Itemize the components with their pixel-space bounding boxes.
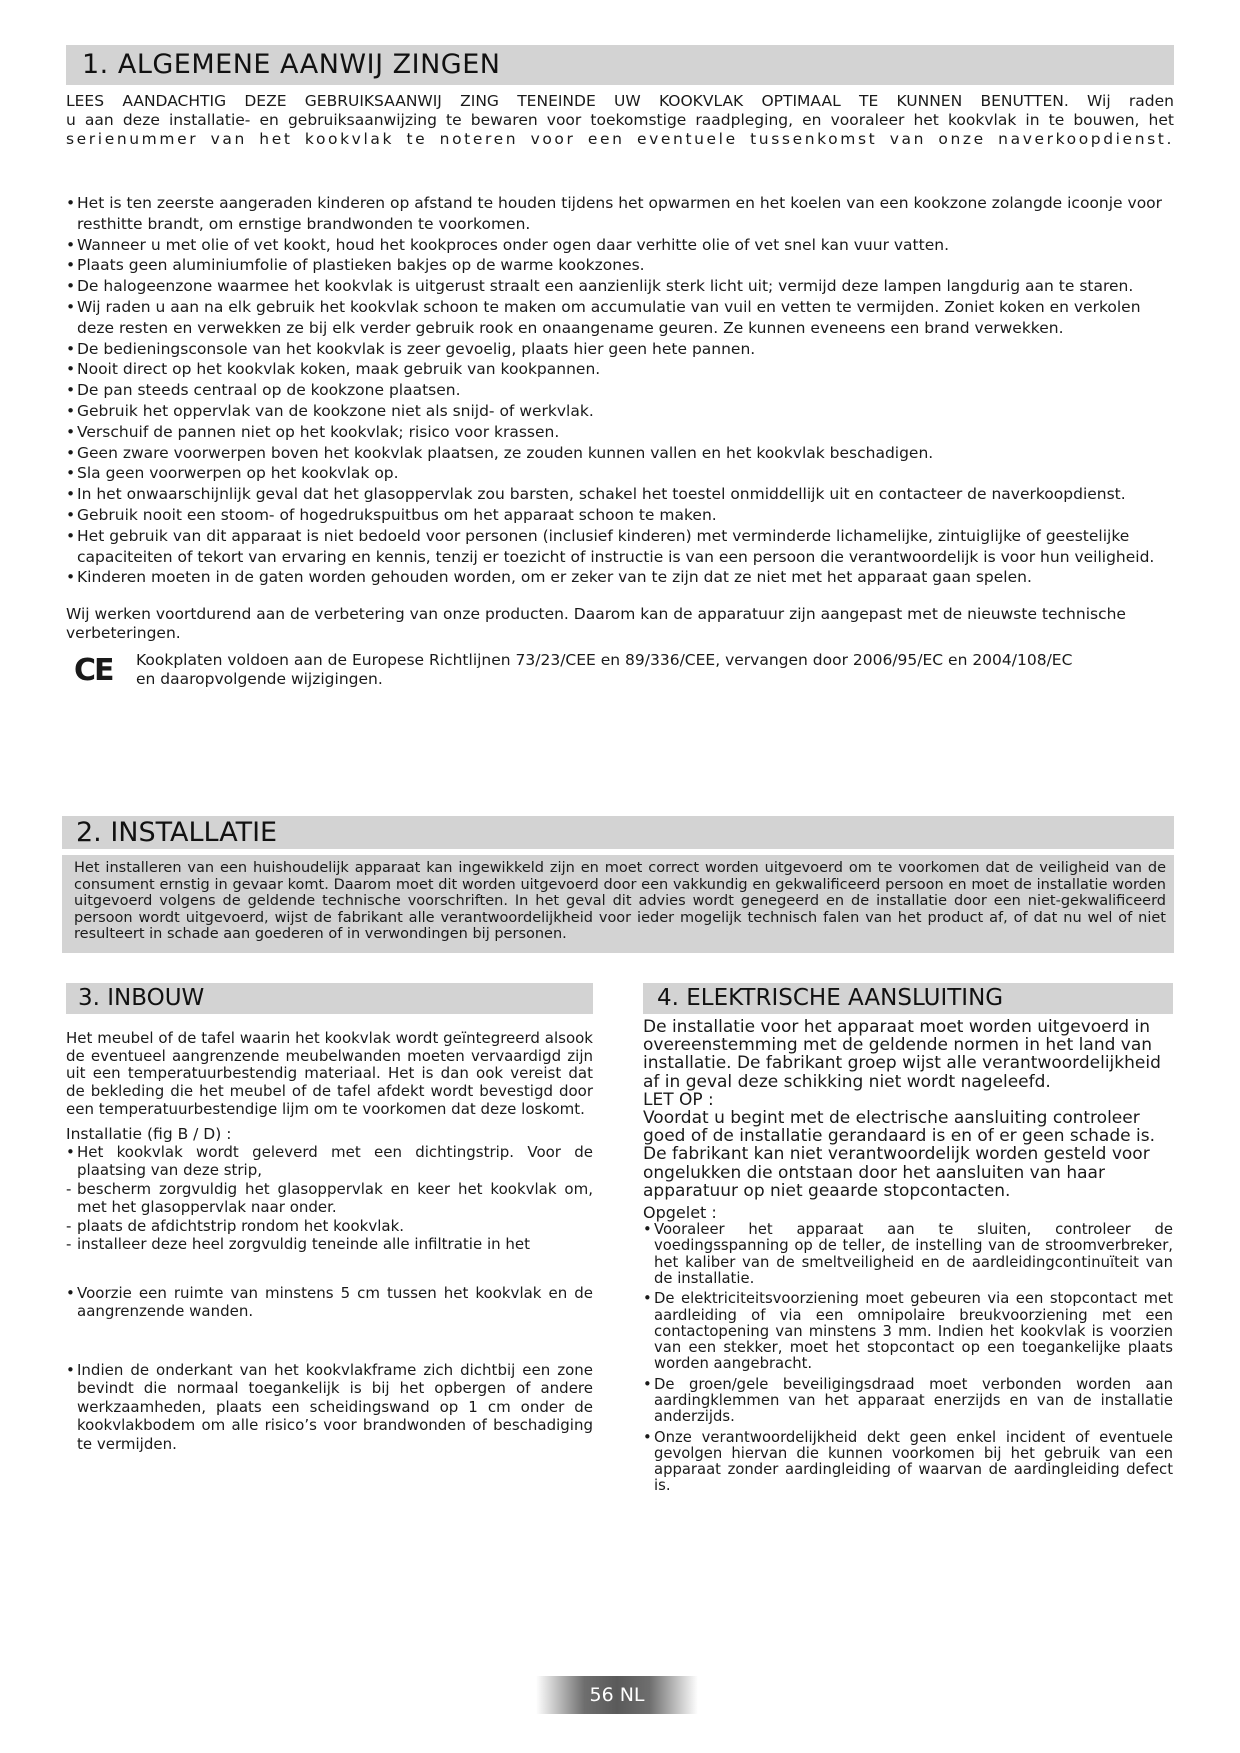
- section-4-title: 4. ELEKTRISCHE AANSLUITING: [643, 983, 1173, 1014]
- bullet-mark: •: [66, 505, 76, 524]
- bullet-mark: •: [66, 256, 76, 275]
- let-op-label: LET OP :: [643, 1089, 714, 1110]
- list-item: • Onze verantwoordelijkheid dekt geen enkel incident of eventuele gevolgen hiervan die kunnen voorkomen bij het gebruik van een apparaat zonder aardingleiding of waarvan de aardingleiding defect is.: [643, 1428, 1173, 1495]
- bullet-mark: •: [66, 297, 76, 316]
- list-item: • Plaats geen aluminiumfolie of plastieken bakjes op de warme kookzones.: [66, 256, 645, 275]
- improvement-note: Wij werken voortdurend aan de verbetering van onze producten. Daarom kan de apparatuur zijn aangepast met de nieuwste technische verbeteringen.: [66, 605, 1126, 643]
- list-item: • Geen zware voorwerpen boven het kookvlak plaatsen, ze zouden kunnen vallen en het kookvlak beschadigen.: [66, 443, 934, 462]
- list-item: • De halogeenzone waarmee het kookvlak is uitgerust straalt een aanzienlijk sterk licht uit; vermijd deze lampen langdurig aan te staren.: [66, 277, 1134, 296]
- intro-line-3: serienummer van het kookvlak te noteren voor een eventuele tussenkomst van onze naverkoopdienst.: [66, 130, 1174, 148]
- list-item: • De elektriciteitsvoorziening moet gebeuren via een stopcontact met aardleiding of via een omnipolaire breukvoorziening met een contactopening van minstens 3 mm. Indien het kookvlak is voorzien van een stekker, moet het stopcontact op een toegankelijke plaats worden aangebracht.: [643, 1290, 1173, 1373]
- bullet-mark: •: [66, 235, 76, 254]
- ce-compliance: [66, 651, 1174, 691]
- list-item: - bescherm zorgvuldig het glasoppervlak en keer het kookvlak om, met het glasoppervlak naar onder.: [66, 1179, 593, 1217]
- list-item: • De groen/gele beveiligingsdraad moet verbonden worden aan aardingklemmen van het apparaat enerzijds en van de installatie anderzijds.: [643, 1375, 1173, 1426]
- list-item: • Vooraleer het apparaat aan te sluiten, controleer de voedingsspanning op de teller, de instelling van de stroomverbreker, het kaliber van de smeltveiligheid en de aardleidingcontinuïteit van de installatie.: [643, 1221, 1173, 1287]
- list-item: • Het gebruik van dit apparaat is niet bedoeld voor personen (inclusief kinderen) met verminderde lichamelijke, zintuiglijke of geestelijke capaciteiten of tekort van ervaring en kennis, tenzij er toezicht of instructie is van een persoon die verantwoordelijk is voor hun veiligheid.: [66, 526, 1155, 566]
- list-item: • Kinderen moeten in de gaten worden gehouden worden, om er zeker van te zijn dat ze niet met het apparaat gaan spelen.: [66, 568, 1032, 587]
- list-item: - installeer deze heel zorgvuldig teneinde alle infiltratie in het: [66, 1235, 531, 1254]
- electrical-paragraph-1: De installatie voor het apparaat moet worden uitgevoerd in overeenstemming met de geldende normen in het land van installatie. De fabrikant groep wijst alle verantwoordelijkheid af in geval deze schikking niet wordt nageleefd.: [643, 1017, 1161, 1092]
- bullet-mark: •: [66, 464, 76, 483]
- list-item: • Het is ten zeerste aangeraden kinderen op afstand te houden tijdens het opwarmen en het koelen van een kookzone zolangde icoonje voor resthitte brandt, om ernstige brandwonden te voorkomen.: [66, 194, 1163, 233]
- electrical-list: [643, 1222, 1173, 1495]
- section-3-title: 3. INBOUW: [66, 983, 593, 1014]
- bullet-mark: •: [66, 381, 76, 400]
- bullet-mark: •: [66, 194, 76, 212]
- list-item: • Verschuif de pannen niet op het kookvlak; risico voor krassen.: [66, 422, 560, 441]
- bullet-mark: •: [66, 277, 76, 296]
- list-item: • Het kookvlak wordt geleverd met een dichtingstrip. Voor de plaatsing van deze strip,: [66, 1142, 593, 1180]
- list-item: • Wanneer u met olie of vet kookt, houd het kookproces onder ogen daar verhitte olie of vet snel kan vuur vatten.: [66, 235, 949, 254]
- install-steps: [66, 1143, 593, 1254]
- page-number: 56 NL: [536, 1676, 698, 1714]
- bullet-mark: •: [66, 568, 76, 587]
- bullet-mark: •: [66, 339, 76, 358]
- built-in-paragraph: Het meubel of de tafel waarin het kookvlak wordt geïntegreerd alsook de eventueel aangrenzende meubelwanden moeten vervaardigd zijn uit een temperatuurbestendig materiaal. Het is dan ook vereist dat de bekleding die het meubel of de tafel afdekt wordt bevestigd door een temperatuurbestendige lijm om te voorkomen dat deze loskomt.: [66, 1029, 593, 1118]
- list-item: • Nooit direct op het kookvlak koken, maak gebruik van kookpannen.: [66, 360, 601, 379]
- section-installation: [62, 816, 1174, 953]
- electrical-paragraph-2: Voordat u begint met de electrische aansluiting controleer goed of de installatie gerandaard is en of er geen schade is. De fabrikant kan niet verantwoordelijk worden gesteld voor ongelukken die ontstaan door het aansluiten van haar apparatuur op niet geaarde stopcontacten.: [643, 1108, 1155, 1201]
- intro-line-2: u aan deze installatie- en gebruiksaanwijzing te bewaren voor toekomstige raadpleging, en vooraleer het kookvlak in te bouwen, het: [66, 111, 1174, 129]
- bullet-mark: •: [66, 360, 76, 379]
- install-label: Installatie (fig B / D) :: [66, 1124, 232, 1143]
- list-item: • Voorzie een ruimte van minstens 5 cm tussen het kookvlak en de aangrenzende wanden.: [66, 1283, 593, 1321]
- section-built-in: [66, 983, 593, 1453]
- section-1-title: 1. ALGEMENE AANWIJ ZINGEN: [66, 45, 1174, 85]
- section-2-title: 2. INSTALLATIE: [62, 816, 1174, 849]
- opgelet-label: Opgelet :: [643, 1203, 717, 1223]
- section-1-intro: [66, 92, 1174, 149]
- bullet-mark: •: [66, 526, 76, 545]
- bullet-mark: •: [66, 422, 76, 441]
- section-electrical-connection: [643, 983, 1173, 1499]
- ce-text: Kookplaten voldoen aan de Europese Richtlijnen 73/23/CEE en 89/336/CEE, vervangen door 2006/95/EC en 2004/108/EC en daaropvolgende wijzigingen.: [136, 651, 1073, 689]
- list-item: • Gebruik het oppervlak van de kookzone niet als snijd- of werkvlak.: [66, 401, 594, 420]
- intro-line-1: LEES AANDACHTIG DEZE GEBRUIKSAANWIJ ZING TENEINDE UW KOOKVLAK OPTIMAAL TE KUNNEN BENUTTEN. Wij raden: [66, 92, 1174, 110]
- list-item: • De bedieningsconsole van het kookvlak is zeer gevoelig, plaats hier geen hete pannen.: [66, 339, 756, 358]
- bullet-mark: •: [66, 485, 76, 504]
- spacing-note: [66, 1284, 593, 1321]
- list-item: • Wij raden u aan na elk gebruik het kookvlak schoon te maken om accumulatie van vuil en vetten te vermijden. Zoniet koken en verkolen deze resten en verwekken ze bij elk verder gebruik rook en onaangename geuren. Ze kunnen eveneens een brand verwekken.: [66, 297, 1141, 337]
- list-item: • Sla geen voorwerpen op het kookvlak op.: [66, 464, 399, 483]
- list-item: • In het onwaarschijnlijk geval dat het glasoppervlak zou barsten, schakel het toestel onmiddellijk uit en contacteer de naverkoopdienst.: [66, 485, 1126, 504]
- bullet-mark: •: [66, 401, 76, 420]
- section-general-instructions: [66, 45, 1174, 691]
- list-item: • Gebruik nooit een stoom- of hogedrukspuitbus om het apparaat schoon te maken.: [66, 505, 717, 524]
- ce-mark-icon: CE: [74, 653, 113, 689]
- list-item: • De pan steeds centraal op de kookzone plaatsen.: [66, 381, 461, 400]
- list-item: - plaats de afdichtstrip rondom het kookvlak.: [66, 1216, 405, 1235]
- list-item: • Indien de onderkant van het kookvlakframe zich dichtbij een zone bevindt die normaal toegankelijk is bij het opbergen of andere werkzaamheden, plaats een scheidingswand op 1 cm onder de kookvlakbodem om alle risico’s voor brandwonden of beschadiging te vermijden.: [66, 1360, 593, 1453]
- safety-list: [66, 193, 1174, 588]
- installation-warning-box: Het installeren van een huishoudelijk apparaat kan ingewikkeld zijn en moet correct worden uitgevoerd om te voorkomen dat de veiligheid van de consument ernstig in gevaar komt. Daarom moet dit worden uitgevoerd door een vakkundig en gekwalificeerd persoon en moet de installatie worden uitgevoerd volgens de geldende technische voorschriften. In het geval dit advies wordt genegeerd en de installatie door een niet-gekwalificeerd persoon wordt uitgevoerd, wijst de fabrikant alle verantwoordelijkheid voor ieder mogelijk technisch falen van het product af, of dat nu wel of niet resulteert in schade aan goederen of in verwondingen bij personen.: [62, 855, 1174, 953]
- partition-note: [66, 1361, 593, 1454]
- bullet-mark: •: [66, 443, 76, 462]
